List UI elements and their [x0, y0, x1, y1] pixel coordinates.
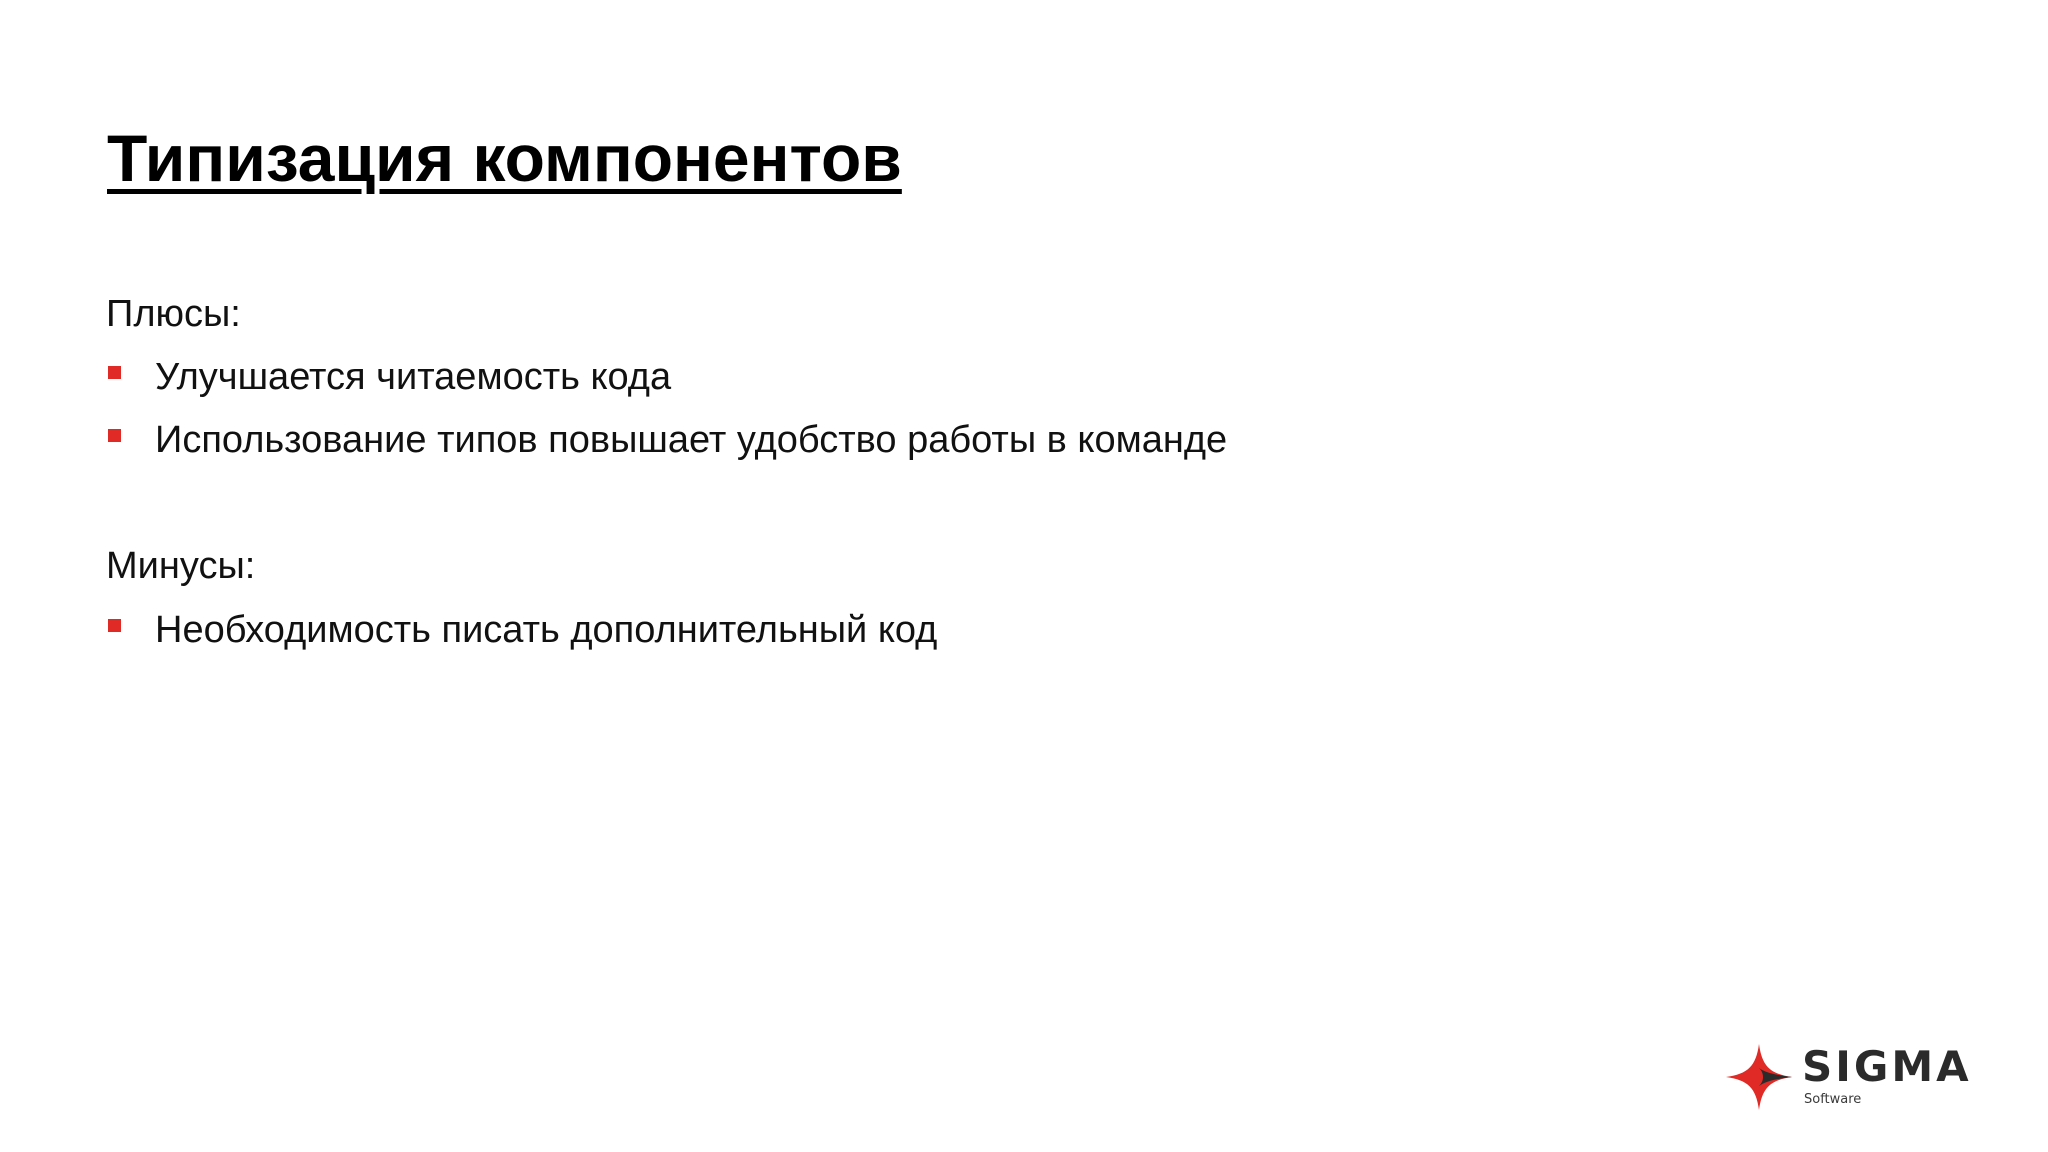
- logo-wordmark: SIGMA: [1802, 1042, 1972, 1091]
- bullet-square-icon: [108, 366, 121, 379]
- slide-title: Типизация компонентов: [107, 121, 902, 195]
- pros-item-text: Улучшается читаемость кода: [155, 356, 672, 398]
- pros-list-item: [108, 416, 1227, 464]
- bullet-square-icon: [108, 619, 121, 632]
- cons-heading: Минусы:: [106, 545, 256, 587]
- cons-list-item: [108, 606, 937, 654]
- logo-subtitle: Software: [1804, 1092, 1862, 1107]
- sigma-software-logo: [1726, 1040, 1972, 1120]
- bullet-square-icon: [108, 429, 121, 442]
- cons-item-text: Необходимость писать дополнительный код: [155, 609, 938, 651]
- pros-item-text: Использование типов повышает удобство работы в команде: [155, 419, 1228, 461]
- pros-heading: Плюсы:: [106, 293, 241, 335]
- pros-list-item: [108, 353, 671, 401]
- sigma-star-logo-icon: [1726, 1044, 1792, 1110]
